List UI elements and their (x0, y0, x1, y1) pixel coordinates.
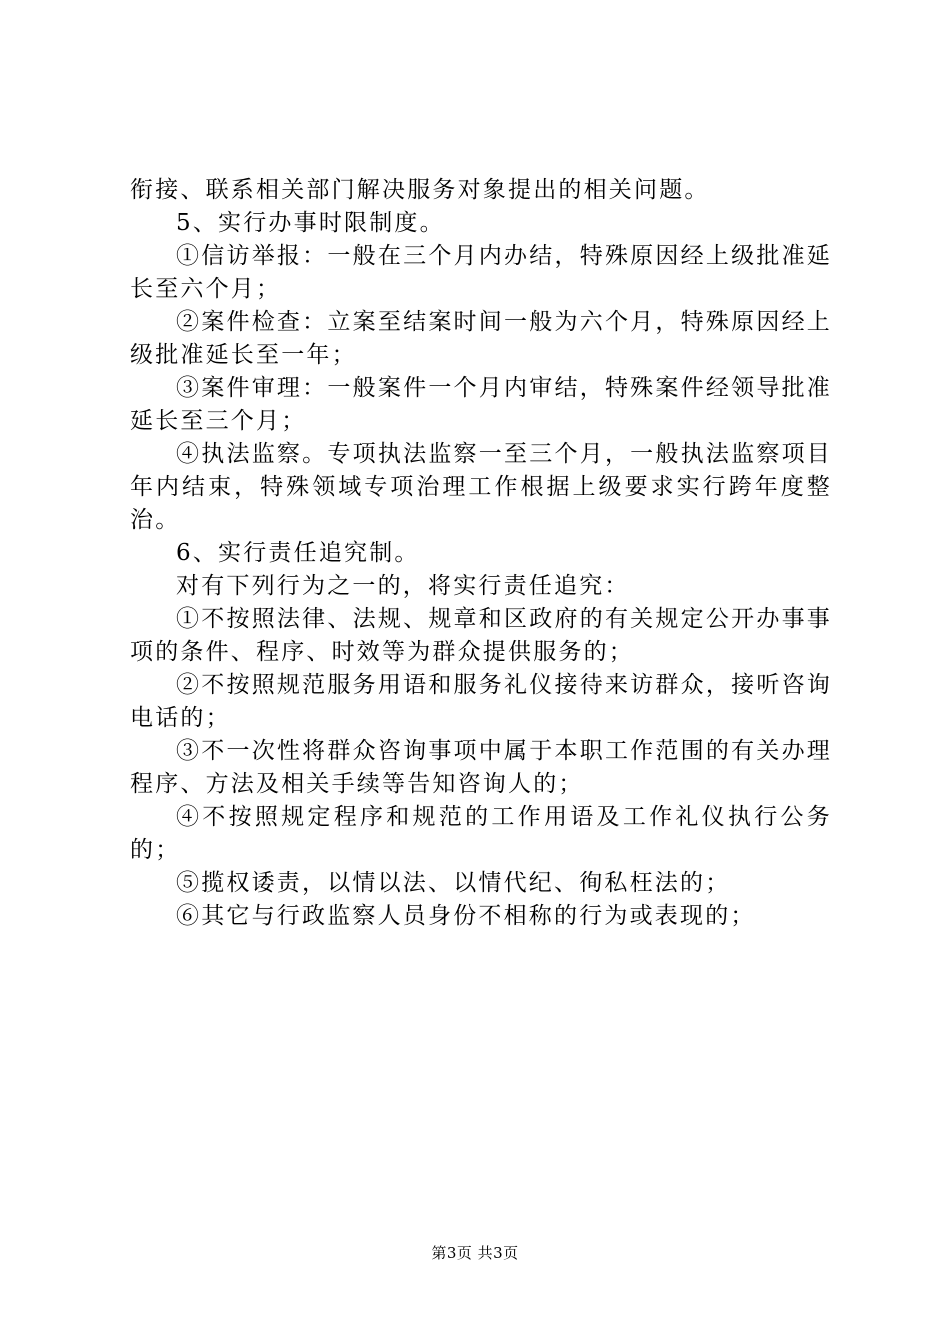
paragraph-violation-5: ⑤揽权诿责，以情以法、以情代纪、徇私枉法的； (176, 870, 731, 896)
paragraph-item-case-inspection: ②案件检查：立案至结案时间一般为六个月，特殊原因经上级批准延长至一年； (130, 309, 832, 368)
paragraph-item-supervision: ④执法监察。专项执法监察一至三个月，一般执法监察项目年内结束，特殊领域专项治理工作根据上级要求实行跨年度整治。 (130, 441, 832, 533)
paragraph-violation-4: ④不按照规定程序和规范的工作用语及工作礼仪执行公务的； (130, 804, 832, 863)
paragraph-section-5-heading: 5、实行办事时限制度。 (176, 210, 445, 236)
paragraph-accountability-intro: 对有下列行为之一的，将实行责任追究： (176, 573, 630, 599)
paragraph-item-petition: ①信访举报：一般在三个月内办结，特殊原因经上级批准延长至六个月； (130, 243, 832, 302)
document-body (130, 174, 832, 933)
paragraph-item-case-review: ③案件审理：一般案件一个月内审结，特殊案件经领导批准延长至三个月； (130, 375, 832, 434)
paragraph-violation-3: ③不一次性将群众咨询事项中属于本职工作范围的有关办理程序、方法及相关手续等告知咨询人的； (130, 738, 832, 797)
paragraph-violation-1: ①不按照法律、法规、规章和区政府的有关规定公开办事事项的条件、程序、时效等为群众提供服务的； (130, 606, 832, 665)
page-footer: 第3页 共3页 (431, 1244, 519, 1262)
paragraph-continuation: 衔接、联系相关部门解决服务对象提出的相关问题。 (130, 177, 710, 203)
paragraph-violation-6: ⑥其它与行政监察人员身份不相称的行为或表现的； (176, 903, 756, 929)
paragraph-section-6-heading: 6、实行责任追究制。 (176, 540, 420, 566)
paragraph-violation-2: ②不按照规范服务用语和服务礼仪接待来访群众，接听咨询电话的； (130, 672, 832, 731)
